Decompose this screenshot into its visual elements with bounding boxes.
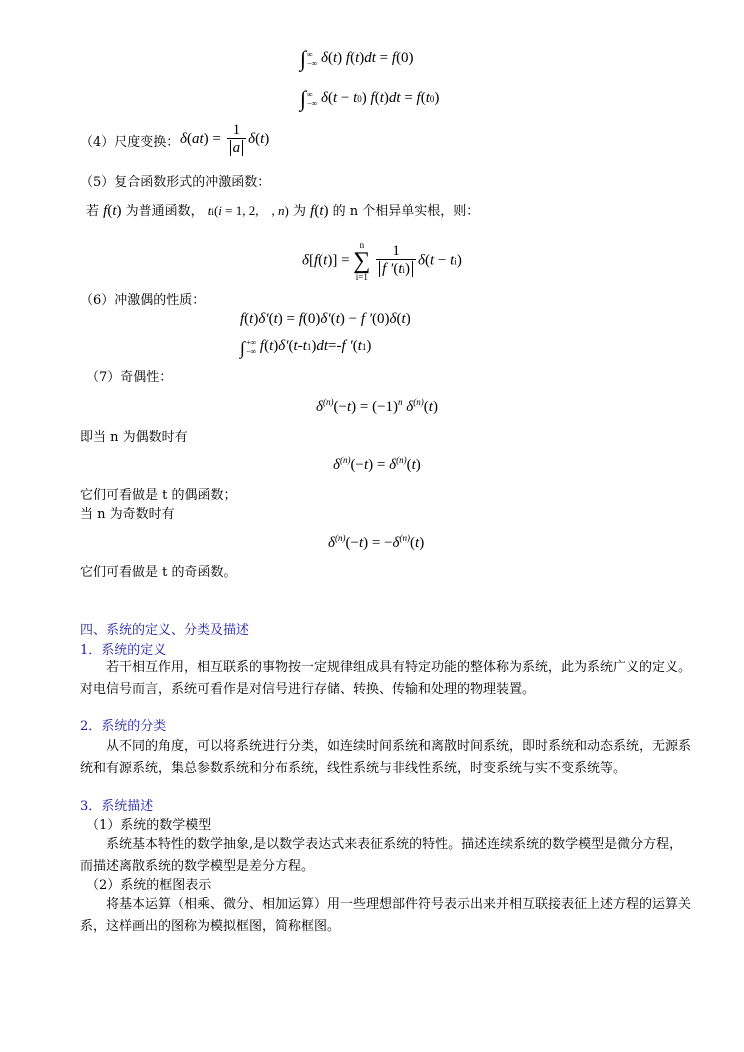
- even-when: 即当 n 为偶数时有: [80, 430, 188, 445]
- composite-pre: 若: [86, 204, 100, 219]
- composite-label: （5）复合函数形式的冲激函数：: [80, 175, 271, 190]
- formula-composite: δ[f(t)] = n ∑ i=1 $\frac{1}{f '(ti)}$ δ(t − ti): [302, 240, 462, 282]
- section-heading: 四、系统的定义、分类及描述: [80, 623, 250, 638]
- composite-mid2: 为: [292, 204, 306, 219]
- composite-mid1: 为普通函数，: [125, 204, 204, 219]
- subsection-3-sub2: （2）系统的框图表示: [86, 878, 212, 893]
- subsection-3-sub1: （1）系统的数学模型: [86, 818, 212, 833]
- composite-condition: 若 f(t) 为普通函数， ti(i = 1, 2, , n) 为 f(t) 的 n 个相异单实根，则：: [86, 203, 480, 219]
- even-result: 它们可看做是 t 的偶函数；: [80, 488, 237, 503]
- formula-doublet-1: f(t)δ′(t) = f(0)δ′(t) − f ′(0)δ(t): [240, 311, 411, 327]
- subsection-1-body: 若干相互作用，相互联系的事物按一定规律组成具有特定功能的整体称为系统，此为系统广义的定义。对电信号而言，系统可看作是对信号进行存储、转换、传输和处理的物理装置。: [80, 660, 692, 697]
- formula-doublet-2: ∫ +∞ −∞ f(t)δ′(t-t1)dt=-f ′(t1): [240, 337, 372, 358]
- subsection-2-body: 从不同的角度，可以将系统进行分类，如连续时间系统和离散时间系统，即时系统和动态系统，无源系统和有源系统，集总参数系统和分布系统，线性系统与非线性系统，时变系统与实不变系统等。: [80, 739, 692, 776]
- subsection-3-title: 3．系统描述: [80, 799, 154, 814]
- formula-scaling: δ(at) = $\frac{1}{a}$ δ(t): [180, 122, 270, 156]
- odd-result: 它们可看做是 t 的奇函数。: [80, 565, 237, 580]
- subsection-3-body1: 系统基本特性的数学抽象,是以数学表达式来表征系统的特性。描述连续系统的数学模型是微分方程，而描述离散系统的数学模型是差分方程。: [80, 837, 683, 874]
- formula-sifting-2: ∫ ∞ −∞ δ(t − t0) f(t)dt = f(t0): [300, 86, 440, 111]
- formula-sifting-1: ∫ ∞ −∞ δ(t) f(t)dt = f(0): [300, 46, 414, 71]
- odd-when: 当 n 为奇数时有: [80, 507, 175, 522]
- subsection-3-body2: 将基本运算（相乘、微分、相加运算）用一些理想部件符号表示出来并相互联接表征上述方程的运算关系，这样画出的图称为模拟框图，简称框图。: [80, 897, 692, 934]
- subsection-2-title: 2．系统的分类: [80, 719, 167, 734]
- doublet-label: （6）冲激偶的性质：: [80, 293, 206, 308]
- formula-parity: $\delta^{(n)}(-t) = (-1)^n$ $\delta^{(n)}(t)$: [316, 397, 438, 415]
- scaling-label: （4）尺度变换：: [80, 135, 180, 150]
- formula-even: $\delta^{(n)}(-t) = \delta^{(n)}(t)$: [333, 455, 421, 473]
- subsection-1-title: 1．系统的定义: [80, 643, 167, 658]
- parity-label: （7）奇偶性：: [86, 370, 173, 385]
- composite-end: 的 n 个相异单实根，则：: [332, 204, 480, 219]
- formula-odd: $\delta^{(n)}(-t) = -\delta^{(n)}(t)$: [328, 533, 425, 551]
